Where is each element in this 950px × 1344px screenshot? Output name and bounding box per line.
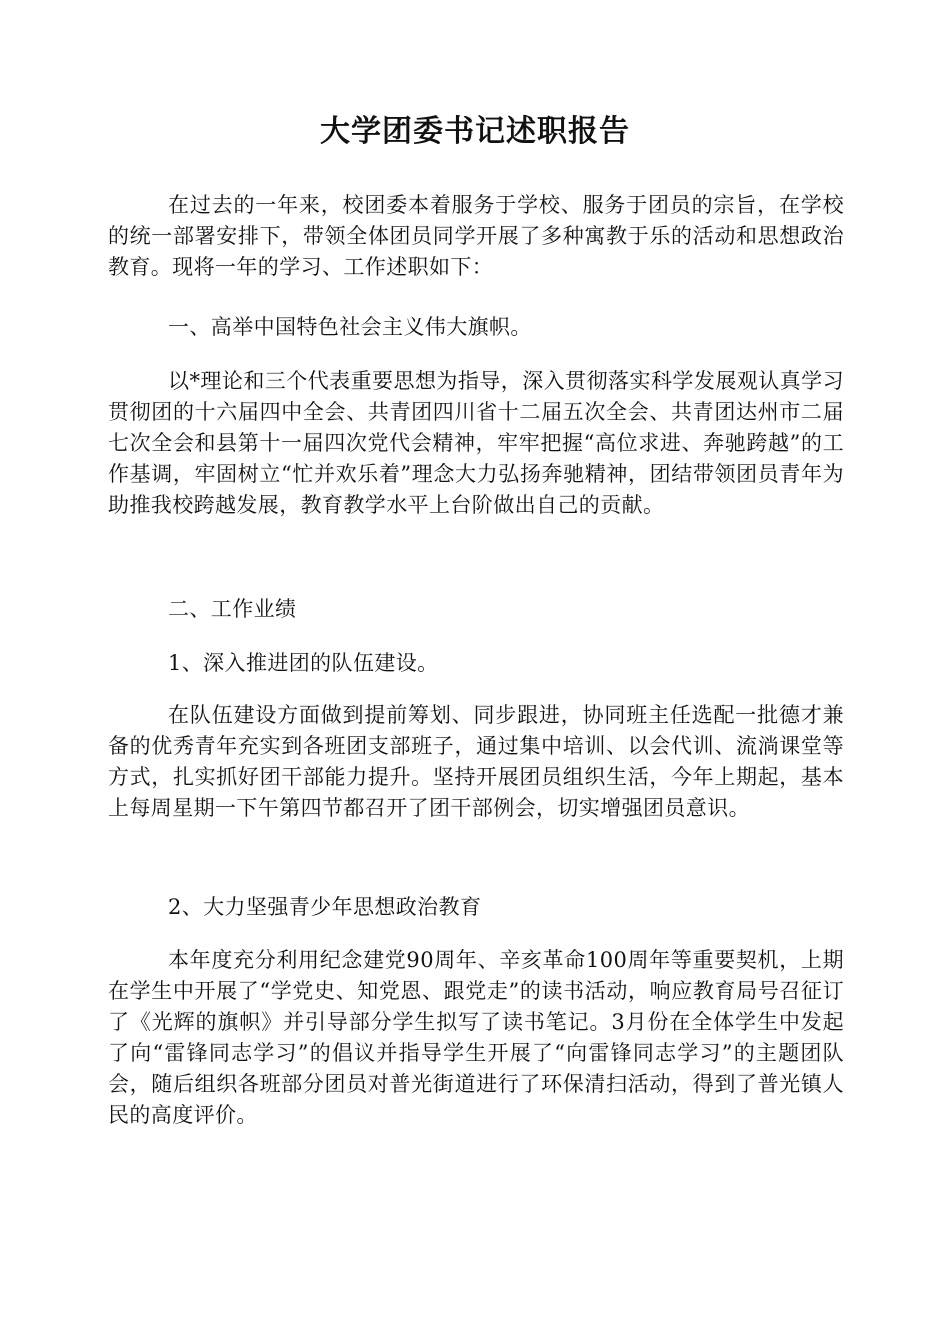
subsection-two-heading: 2、大力坚强青少年思想政治教育 — [168, 895, 482, 919]
intro-paragraph: 在过去的一年来，校团委本着服务于学校、服务于团员的宗旨，在学校的统一部署安排下，带领全体团员同学开展了多种寓教于乐的活动和思想政治教育。现将一年的学习、工作述职如下： — [108, 193, 844, 279]
section-one-paragraph: 以*理论和三个代表重要思想为指导，深入贯彻落实科学发展观认真学习贯彻团的十六届四中全会、共青团四川省十二届五次全会、共青团达州市二届七次全会和县第十一届四次党代会精神，牢牢把握“高位求进、奔驰跨越”的工作基调，牢固树立“忙并欢乐着”理念大力弘扬奔驰精神，团结带领团员青年为助推我校跨越发展，教育教学水平上台阶做出自己的贡献。 — [108, 369, 844, 517]
section-one-heading: 一、高举中国特色社会主义伟大旗帜。 — [168, 315, 532, 339]
section-two-heading: 二、工作业绩 — [168, 597, 297, 621]
subsection-one-paragraph: 在队伍建设方面做到提前筹划、同步跟进，协同班主任选配一批德才兼备的优秀青年充实到各班团支部班子，通过集中培训、以会代训、流淌课堂等方式，扎实抓好团干部能力提升。坚持开展团员组织生活，今年上期起，基本上每周星期一下午第四节都召开了团干部例会，切实增强团员意识。 — [108, 703, 844, 820]
subsection-one-heading: 1、深入推进团的队伍建设。 — [168, 651, 439, 675]
subsection-two-paragraph: 本年度充分利用纪念建党90周年、辛亥革命100周年等重要契机，上期在学生中开展了“学党史、知党恩、跟党走”的读书活动，响应教育局号召征订了《光辉的旗帜》并引导部分学生拟写了读书笔记。3月份在全体学生中发起了向“雷锋同志学习”的倡议并指导学生开展了“向雷锋同志学习”的主题团队会，随后组织各班部分团员对普光街道进行了环保清扫活动，得到了普光镇人民的高度评价。 — [108, 948, 844, 1127]
document-title: 大学团委书记述职报告 — [320, 114, 630, 149]
